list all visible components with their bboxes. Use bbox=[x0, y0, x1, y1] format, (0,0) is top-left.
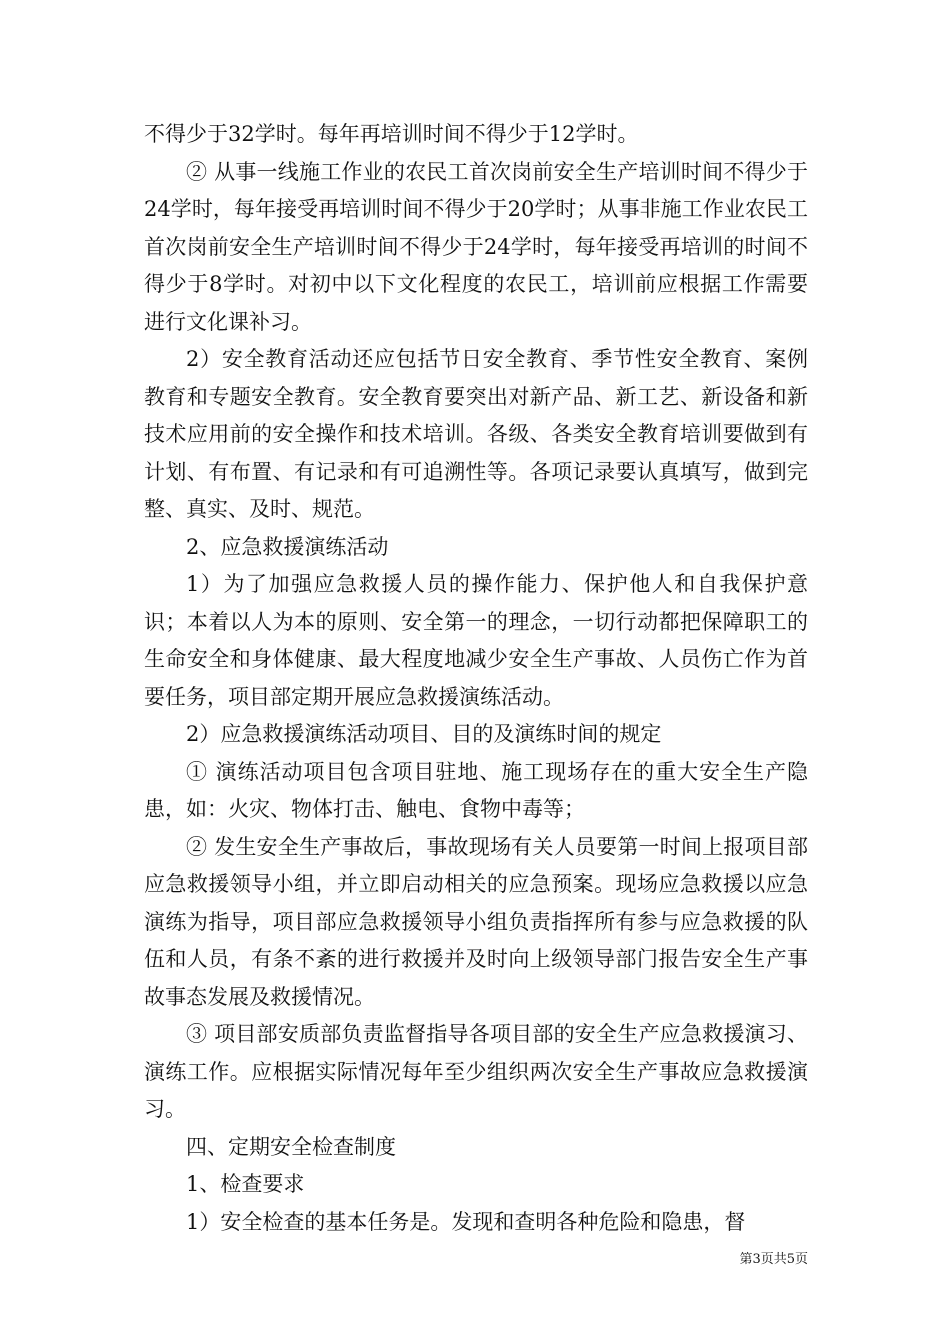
paragraph: ② 发生安全生产事故后，事故现场有关人员要第一时间上报项目部应急救援领导小组，并立即启动相关的应急预案。现场应急救援以应急演练为指导，项目部应急救援领导小组负责指挥所有参与应急救援的队伍和人员，有条不紊的进行救援并及时向上级领导部门报告安全生产事故事态发展及救援情况。 bbox=[144, 834, 808, 1009]
paragraph: ① 演练活动项目包含项目驻地、施工现场存在的重大安全生产隐患，如：火灾、物体打击、触电、食物中毒等； bbox=[144, 759, 808, 821]
paragraph: 2）应急救援演练活动项目、目的及演练时间的规定 bbox=[186, 722, 662, 746]
paragraph: 不得少于32学时。每年再培训时间不得少于12学时。 bbox=[144, 122, 639, 146]
paragraph: 2）安全教育活动还应包括节日安全教育、季节性安全教育、案例教育和专题安全教育。安全教育要突出对新产品、新工艺、新设备和新技术应用前的安全操作和技术培训。各级、各类安全教育培训要做到有计划、有布置、有记录和有可追溯性等。各项记录要认真填写，做到完整、真实、及时、规范。 bbox=[144, 347, 808, 521]
document-body bbox=[144, 116, 808, 1241]
page-number: 第3页共5页 bbox=[739, 1252, 808, 1267]
paragraph: 2、应急救援演练活动 bbox=[186, 534, 389, 559]
paragraph: 1、检查要求 bbox=[186, 1172, 305, 1196]
paragraph: 1）为了加强应急救援人员的操作能力、保护他人和自我保护意识；本着以人为本的原则、安全第一的理念，一切行动都把保障职工的生命安全和身体健康、最大程度地减少安全生产事故、人员伤亡作为首要任务，项目部定期开展应急救援演练活动。 bbox=[144, 572, 808, 709]
paragraph: ③ 项目部安质部负责监督指导各项目部的安全生产应急救援演习、演练工作。应根据实际情况每年至少组织两次安全生产事故应急救援演习。 bbox=[144, 1022, 808, 1121]
paragraph: ② 从事一线施工作业的农民工首次岗前安全生产培训时间不得少于24学时，每年接受再培训时间不得少于20学时；从事非施工作业农民工首次岗前安全生产培训时间不得少于24学时，每年接受再培训的时间不得少于8学时。对初中以下文化程度的农民工，培训前应根据工作需要进行文化课补习。 bbox=[144, 159, 808, 334]
paragraph: 四、定期安全检查制度 bbox=[186, 1134, 396, 1159]
paragraph: 1）安全检查的基本任务是。发现和查明各种危险和隐患，督 bbox=[186, 1209, 746, 1234]
